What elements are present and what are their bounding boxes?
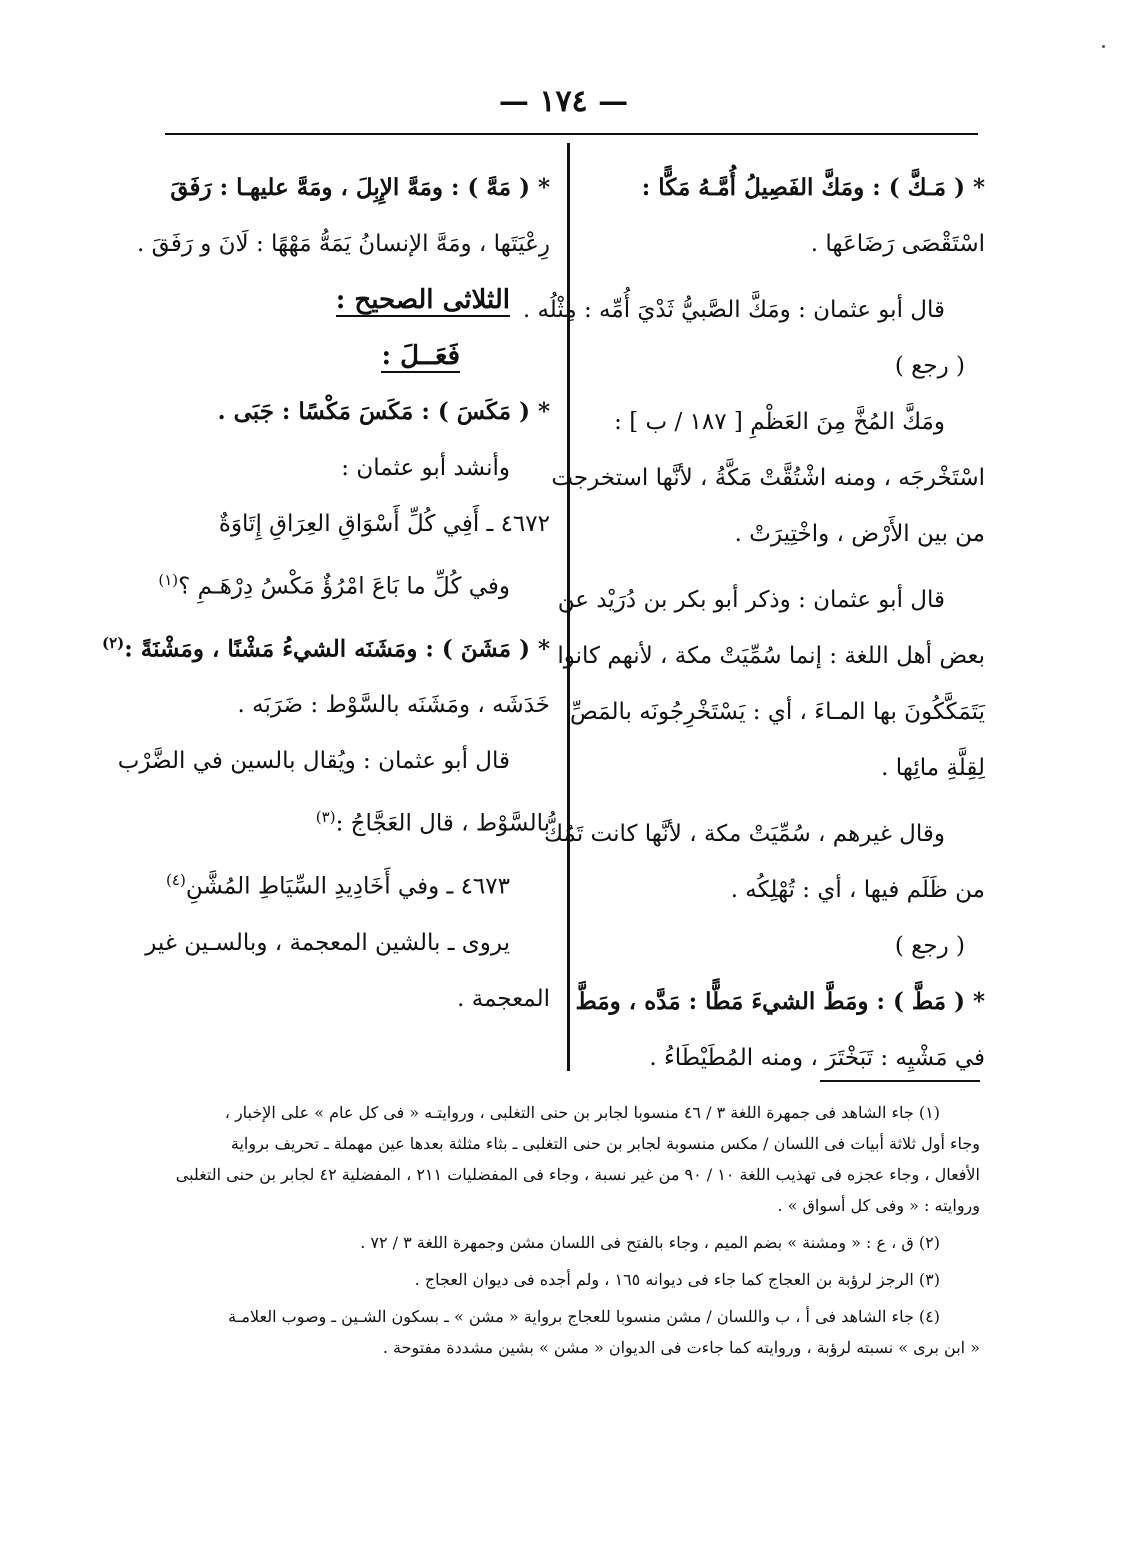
footnote-ref-2[interactable]: (٢) [101,633,125,652]
spacer [585,272,985,282]
verse-4672-second [158,552,550,615]
footnote-line: (٤) جاء الشاهد فى أ ، ب واللسان / مشن منسوبا للعجاج برواية « مشن » ـ بسكون الشـين ـ وصوب العلامـة [228,1307,940,1326]
footnote-line: « ابن برى » نسبته لرؤبة ، وروايته كما جاءت فى الديوان « مشن » بشين مشددة مفتوحة . [382,1338,980,1357]
text-line: يَتَمَكَّكُونَ بها المـاءَ ، أي : يَسْتَخْرِجُونَه بالمَصِّ [570,699,985,725]
marker-raja: ( رجع ) [894,353,965,379]
entry-mahh: * ( مَهَّ ) : ومَهَّ الإِبِلَ ، ومَهَّ عليهـا : رَفَقَ [170,174,550,201]
footnote-3 [165,1264,980,1295]
footnote-line: (٢) ق ، ع : « ومشنة » بضم الميم ، وجاء بالفتح فى اللسان مشن وجمهرة اللغة ٣ / ٧٢ . [360,1233,940,1252]
text-line: خَدَشَه ، ومَشَنَه بالسَّوْط : ضَرَبَه . [237,692,550,719]
spacer [585,562,985,572]
text-line: رِعْيَتَها ، ومَهَّ الإنسانُ يَمَهُّ مَهْهًا : لَانَ و رَفَقَ . [137,231,550,257]
footnote-line: (٣) الرجز لرؤبة بن العجاج كما جاء فى ديوانه ١٦٥ ، ولم أجده فى ديوان العجاج . [414,1270,940,1289]
footnote-rule [820,1080,980,1082]
verse-4672-second-text: وفي كُلِّ ما بَاعَ امْرُؤٌ مَكْسُ دِرْهَـمِ ؟ [178,573,510,600]
text-line: المعجمة . [457,985,550,1012]
footnote-line: وروايته : « وفى كل أسواق » . [777,1196,980,1215]
text-line-content: بالسَّوْط ، قال العَجَّاجُ : [335,810,550,837]
left-column [101,160,550,1027]
footnote-line: (١) جاء الشاهد فى جمهرة اللغة ٣ / ٤٦ منسوبا لجابر بن حنى التغلبى ، وروايتـه « فى كل عام » على الإخبار ، [224,1103,940,1122]
text-line: اسْتَخْرجَه ، ومنه اشْتُقَّتْ مَكَّةُ ، لأنَّها استخرجت [551,465,985,491]
entry-mashn-text: * ( مَشَنَ ) : ومَشَنَه الشيءُ مَشْنًا ، ومَشْنَةً : [124,635,550,663]
section-heading-text: الثلاثى الصحيح : [335,285,510,315]
text-line: بعض أهل اللغة : إنما سُمِّيَتْ مكة ، لأنهم كانوا [557,643,985,669]
stray-mark [1102,45,1105,48]
page-number: — ١٧٤ — [498,84,629,119]
entry-maks: * ( مَكَسَ ) : مَكَسَ مَكْسًا : جَبَى . [217,398,550,425]
text-line: ومَكَّ المُخَّ مِنَ العَظْمِ [ ١٨٧ / ب ] : [614,409,945,435]
entry-mashn [101,615,550,678]
footnote-4 [165,1301,980,1363]
section-heading [165,272,550,328]
verse-4673-text: ٤٦٧٣ ـ وفي أَخَادِيدِ السِّيَاطِ المُشَّنِ [185,873,510,900]
text-line: قال أبو عثمان : ومَكَّ الصَّبيُّ ثَدْيَ أُمِّه : مِثْلُه . [522,297,945,323]
entry-mkk: * ( مَـكَّ ) : ومَكَّ الفَصِيلُ أُمَّـهُ مَكًّا : [641,174,985,201]
sub-heading-text: فَعَــلَ : [381,341,460,371]
text-line: من بين الأَرْض ، واخْتِيرَتْ . [734,521,985,547]
header-rule [165,133,978,135]
text-line: في مَشْيِه : تَبَخْتَرَ ، ومنه المُطَيْطَاءُ . [649,1045,985,1071]
text-line: يروى ـ بالشين المعجمة ، وبالسـين غير [145,929,510,956]
footnotes [165,1097,980,1363]
spacer [585,796,985,806]
text-line: وأنشد أبو عثمان : [341,455,510,481]
text-line: اسْتَقْصَى رَضَاعَها . [810,231,985,257]
footnote-ref-4[interactable]: (٤) [166,870,186,889]
verse-4673 [165,852,550,915]
marker-raja: ( رجع ) [894,933,965,959]
footnote-line: وجاء أول ثلاثة أبيات فى اللسان / مكس منسوبة لجابر بن حنى التغلبى ـ بثاء مثلثة بعدها عين مهملة ـ تحريف برواية [230,1134,980,1153]
sub-heading [165,328,550,384]
footnote-1 [165,1097,980,1221]
text-line: من ظَلَم فيها ، أي : تُهْلِكُه . [730,877,985,903]
entry-matt: * ( مَطَّ ) : ومَطَّ الشيءَ مَطًّا : مَدَّه ، ومَطَّ [575,988,985,1015]
footnote-ref-3[interactable]: (٣) [315,808,336,827]
text-line: لِقِلَّةِ مائِها . [881,755,985,781]
text-line: قال أبو عثمان : ويُقال بالسين في الضَّرْب [117,748,510,775]
footnote-2 [165,1227,980,1258]
verse-4672-first: ٤٦٧٢ ـ أَفِي كُلِّ أَسْوَاقِ العِرَاقِ إِتَاوَةٌ [218,511,550,537]
text-line: قال أبو عثمان : وذكر أبو بكر بن دُرَيْد عن [557,587,945,613]
right-column [522,160,985,1086]
text-line: وقال غيرهم ، سُمِّيَتْ مكة ، لأنَّها كانت تَمُكُّ [544,821,945,847]
footnote-ref-1[interactable]: (١) [158,571,179,589]
footnote-line: الأفعال ، وجاء عجزه فى تهذيب اللغة ١٠ / ٩٠ من غير نسبة ، وجاء فى المفضليات ٢١١ ، المفضلية ٤٢ لجابر بن حنى التغلبى [175,1165,980,1184]
text-line [165,789,550,852]
